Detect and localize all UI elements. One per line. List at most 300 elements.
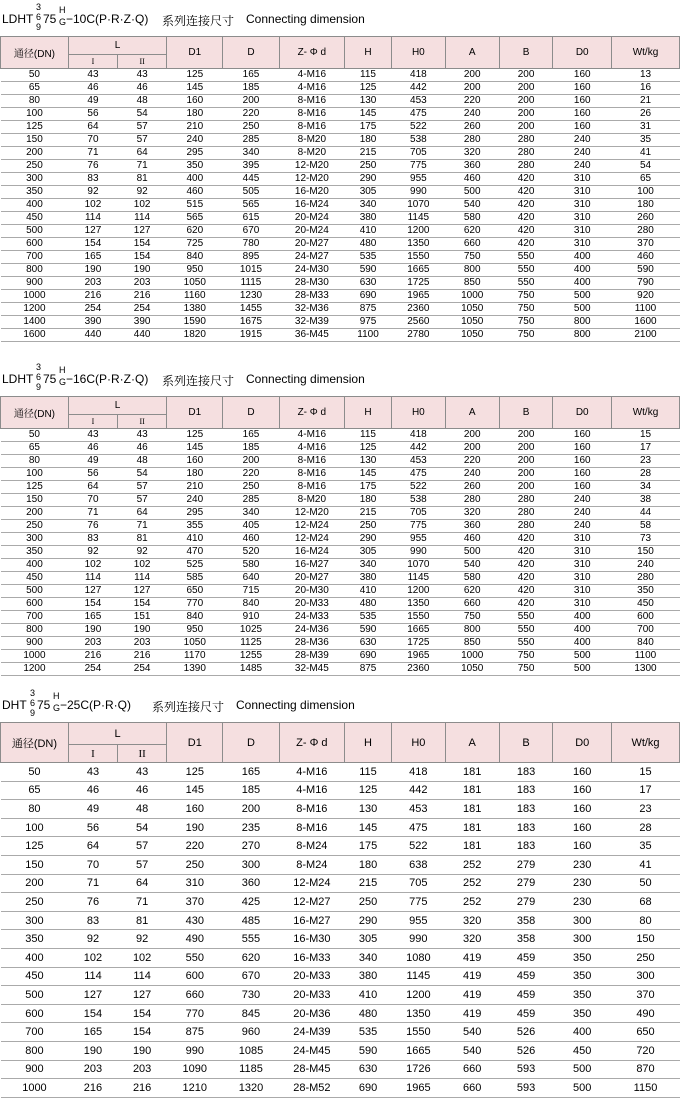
table-cell: 585 [167,571,223,584]
table-cell: 220 [167,837,223,856]
table-cell: 102 [68,948,117,967]
table-cell: 28-M39 [279,649,345,662]
table-cell: 1965 [391,1079,445,1098]
table-cell: 43 [118,68,167,81]
table-cell: 420 [499,211,553,224]
table-cell: 453 [391,94,445,107]
table-cell: 200 [499,94,553,107]
table-row [1,1041,680,1060]
table-cell: 150 [612,930,680,949]
table-cell: 31 [612,120,680,133]
table-cell: 220 [223,107,279,120]
table-cell: 310 [553,172,612,185]
table-cell: 440 [68,328,117,341]
table-cell: 180 [345,493,392,506]
table-cell: 1050 [167,636,223,649]
table-cell: 24-M30 [279,263,345,276]
table-cell: 790 [612,276,680,289]
table-cell: 350 [1,185,69,198]
table-cell: 183 [499,763,553,782]
table-cell: 310 [553,584,612,597]
table-row [1,493,680,506]
table-cell: 102 [68,558,117,571]
table-cell: 310 [553,571,612,584]
table-cell: 28-M45 [279,1060,345,1079]
table-row [1,911,680,930]
table-cell: 420 [499,237,553,250]
column-header: D0 [553,723,612,763]
table-cell: 800 [553,328,612,341]
table-cell: 800 [1,623,69,636]
table-cell: 24-M33 [279,610,345,623]
table-cell: 4-M16 [279,428,345,441]
table-row [1,224,680,237]
table-cell: 350 [1,545,69,558]
table-cell: 955 [391,172,445,185]
table-cell: 300 [223,855,279,874]
table-cell: 200 [445,68,499,81]
table-cell: 380 [345,571,392,584]
table-cell: 8-M20 [279,146,345,159]
table-row [1,441,680,454]
table-cell: 150 [1,855,69,874]
table-cell: 145 [345,107,392,120]
table-cell: 216 [68,649,117,662]
table-cell: 165 [223,68,279,81]
table-cell: 190 [118,263,167,276]
table-cell: 480 [345,597,392,610]
table-cell: 395 [223,159,279,172]
table-cell: 240 [167,493,223,506]
table-cell: 102 [118,948,167,967]
table-cell: 370 [612,237,680,250]
table-cell: 203 [68,636,117,649]
table-cell: 102 [118,558,167,571]
table-row [1,480,680,493]
table-cell: 190 [118,1041,167,1060]
table-cell: 690 [345,649,392,662]
table-cell: 500 [553,289,612,302]
table-cell: 1125 [223,636,279,649]
table-cell: 459 [499,1004,553,1023]
table-row [1,597,680,610]
table-cell: 400 [553,1023,612,1042]
table-row [1,986,680,1005]
table-cell: 593 [499,1079,553,1098]
table-cell: 160 [553,467,612,480]
table-cell: 16-M27 [279,911,345,930]
table-cell: 175 [345,837,392,856]
table-cell: 125 [167,68,223,81]
column-header: D [223,37,279,69]
column-header: H [345,723,392,763]
table-cell: 127 [68,584,117,597]
table-cell: 1350 [391,1004,445,1023]
table-cell: 183 [499,781,553,800]
table-cell: 960 [223,1023,279,1042]
table-row [1,837,680,856]
table-cell: 240 [553,519,612,532]
table-cell: 57 [118,837,167,856]
column-header: D1 [167,723,223,763]
table-cell: 252 [445,874,499,893]
table-cell: 1160 [167,289,223,302]
column-header: Wt/kg [612,723,680,763]
table-cell: 410 [345,224,392,237]
table-cell: 840 [167,610,223,623]
table-cell: 419 [445,948,499,967]
table-cell: 565 [223,198,279,211]
table-cell: 1090 [167,1060,223,1079]
column-header: H0 [391,397,445,429]
table-cell: 203 [118,1060,167,1079]
table-cell: 800 [445,263,499,276]
table-cell: 990 [391,185,445,198]
column-subheader: II [118,54,167,68]
table-cell: 183 [499,837,553,856]
table-cell: 12-M20 [279,159,345,172]
table-cell: 550 [499,263,553,276]
table-cell: 165 [223,428,279,441]
table-cell: 419 [445,1004,499,1023]
table-cell: 127 [118,584,167,597]
table-cell: 1550 [391,610,445,623]
table-cell: 840 [223,597,279,610]
table-cell: 310 [553,545,612,558]
table-cell: 750 [499,662,553,675]
table-cell: 1050 [445,315,499,328]
table-cell: 16-M33 [279,948,345,967]
table-cell: 1185 [223,1060,279,1079]
table-cell: 1915 [223,328,279,341]
table-cell: 17 [612,781,680,800]
table-cell: 28-M30 [279,276,345,289]
table-cell: 8-M16 [279,94,345,107]
table-row [1,1023,680,1042]
table-cell: 418 [391,763,445,782]
table-cell: 1600 [612,315,680,328]
table-row [1,198,680,211]
table-cell: 1820 [167,328,223,341]
table-row [1,172,680,185]
table-cell: 2100 [612,328,680,341]
table-cell: 73 [612,532,680,545]
table-cell: 450 [1,571,69,584]
table-cell: 2360 [391,302,445,315]
table-cell: 260 [445,120,499,133]
table-cell: 8-M20 [279,133,345,146]
table-cell: 800 [1,1041,69,1060]
table-cell: 280 [499,506,553,519]
table-cell: 360 [445,519,499,532]
table-cell: 1590 [167,315,223,328]
table-cell: 505 [223,185,279,198]
table-cell: 600 [612,610,680,623]
table-cell: 480 [345,1004,392,1023]
table-cell: 32-M36 [279,302,345,315]
table-cell: 290 [345,532,392,545]
table-cell: 20-M30 [279,584,345,597]
table-cell: 630 [345,276,392,289]
table-cell: 1025 [223,623,279,636]
table-cell: 620 [223,948,279,967]
table-row [1,855,680,874]
table-cell: 200 [499,81,553,94]
table-row [1,302,680,315]
table-cell: 200 [1,506,69,519]
table-row [1,1004,680,1023]
table-row [1,81,680,94]
table-cell: 350 [167,159,223,172]
table-cell: 500 [553,1060,612,1079]
table-cell: 160 [553,428,612,441]
table-cell: 41 [612,146,680,159]
table-cell: 305 [345,930,392,949]
table-cell: 590 [612,263,680,276]
table-cell: 250 [223,120,279,133]
table-cell: 185 [223,441,279,454]
table-cell: 420 [499,185,553,198]
table-cell: 57 [118,855,167,874]
table-cell: 125 [345,81,392,94]
table-cell: 750 [445,610,499,623]
table-cell: 660 [445,237,499,250]
table-cell: 300 [1,172,69,185]
table-cell: 240 [553,493,612,506]
table-cell: 254 [118,662,167,675]
table-cell: 450 [553,1041,612,1060]
table-cell: 240 [553,159,612,172]
table-cell: 220 [445,454,499,467]
table-cell: 420 [499,597,553,610]
table-cell: 145 [345,467,392,480]
table-cell: 8-M16 [279,120,345,133]
table-cell: 400 [553,250,612,263]
table-cell: 400 [1,198,69,211]
table-cell: 358 [499,930,553,949]
table-cell: 181 [445,837,499,856]
table-cell: 80 [1,94,69,107]
table-cell: 57 [118,480,167,493]
table-cell: 280 [499,133,553,146]
table-cell: 54 [612,159,680,172]
table-cell: 500 [553,649,612,662]
table-cell: 590 [345,623,392,636]
table-row [1,967,680,986]
table-cell: 750 [445,250,499,263]
table-row [1,506,680,519]
table-cell: 620 [445,224,499,237]
table-cell: 13 [612,68,680,81]
table-cell: 400 [553,610,612,623]
table-cell: 538 [391,493,445,506]
table-cell: 114 [118,967,167,986]
table-cell: 420 [499,224,553,237]
column-header: D1 [167,397,223,429]
table-cell: 175 [345,480,392,493]
table-cell: 459 [499,986,553,1005]
table-cell: 154 [118,1004,167,1023]
table-cell: 71 [118,519,167,532]
table-cell: 450 [612,597,680,610]
table-cell: 580 [223,558,279,571]
table-cell: 230 [553,855,612,874]
table-cell: 8-M16 [279,818,345,837]
table-cell: 300 [1,532,69,545]
table-cell: 260 [612,211,680,224]
table-row [1,662,680,675]
table-cell: 460 [445,532,499,545]
table-cell: 35 [612,837,680,856]
table-cell: 64 [118,506,167,519]
table-cell: 460 [223,532,279,545]
table-cell: 160 [553,781,612,800]
table-cell: 1050 [167,276,223,289]
table-cell: 8-M16 [279,480,345,493]
table-cell: 190 [68,623,117,636]
table-cell: 305 [345,185,392,198]
table-cell: 16-M24 [279,545,345,558]
table-cell: 76 [68,159,117,172]
table-cell: 24-M39 [279,1023,345,1042]
table-cell: 80 [612,911,680,930]
table-cell: 310 [553,198,612,211]
table-cell: 252 [445,855,499,874]
table-row [1,328,680,341]
table-cell: 190 [167,818,223,837]
table-row [1,636,680,649]
table-cell: 160 [553,107,612,120]
table-cell: 46 [68,81,117,94]
table-cell: 350 [1,930,69,949]
table-cell: 46 [118,781,167,800]
table-cell: 305 [345,545,392,558]
table-cell: 24-M27 [279,250,345,263]
table-cell: 1200 [391,224,445,237]
table-cell: 160 [553,454,612,467]
table-cell: 475 [391,818,445,837]
table-cell: 780 [223,237,279,250]
table-cell: 46 [118,441,167,454]
table-cell: 2360 [391,662,445,675]
table-cell: 64 [118,874,167,893]
table-cell: 154 [118,1023,167,1042]
table-cell: 295 [167,506,223,519]
table-cell: 250 [167,855,223,874]
table-cell: 180 [345,133,392,146]
table-cell: 43 [68,763,117,782]
column-subheader: I [68,745,117,763]
table-cell: 875 [167,1023,223,1042]
table-cell: 920 [612,289,680,302]
table-cell: 340 [345,558,392,571]
table-cell: 670 [223,224,279,237]
table-cell: 100 [1,818,69,837]
table-cell: 80 [1,800,69,819]
table-cell: 526 [499,1023,553,1042]
table-cell: 750 [499,315,553,328]
table-row [1,159,680,172]
table-cell: 640 [223,571,279,584]
table-cell: 28 [612,818,680,837]
table-cell: 690 [345,289,392,302]
table-cell: 4-M16 [279,781,345,800]
table-cell: 1200 [391,584,445,597]
table-row [1,558,680,571]
table-cell: 875 [345,302,392,315]
table-cell: 522 [391,120,445,133]
table-cell: 28-M36 [279,636,345,649]
table-cell: 500 [553,302,612,315]
table-cell: 216 [68,289,117,302]
table-cell: 180 [167,107,223,120]
column-header: B [499,397,553,429]
table-cell: 12-M24 [279,874,345,893]
table-row [1,763,680,782]
table-cell: 279 [499,874,553,893]
table-cell: 26 [612,107,680,120]
table-cell: 419 [445,986,499,1005]
table-cell: 522 [391,837,445,856]
table-cell: 32-M45 [279,662,345,675]
table-cell: 1255 [223,649,279,662]
table-cell: 71 [68,874,117,893]
table-cell: 310 [553,558,612,571]
table-cell: 390 [118,315,167,328]
table-cell: 538 [391,133,445,146]
table-cell: 1070 [391,198,445,211]
table-cell: 160 [167,454,223,467]
table-cell: 660 [445,597,499,610]
table-cell: 183 [499,818,553,837]
column-header: L [68,397,166,415]
column-subheader: I [68,414,117,428]
table-cell: 460 [612,250,680,263]
table-cell: 36-M45 [279,328,345,341]
table-cell: 285 [223,133,279,146]
table-cell: 550 [499,636,553,649]
table-cell: 181 [445,781,499,800]
table-cell: 750 [499,289,553,302]
table-cell: 100 [1,107,69,120]
table-cell: 215 [345,506,392,519]
table-cell: 76 [68,519,117,532]
table-cell: 200 [499,107,553,120]
table-cell: 16 [612,81,680,94]
table-cell: 310 [553,185,612,198]
table-cell: 1000 [445,649,499,662]
table-cell: 154 [118,250,167,263]
table-cell: 535 [345,1023,392,1042]
table-cell: 1965 [391,649,445,662]
table-cell: 23 [612,454,680,467]
table-cell: 12-M27 [279,893,345,912]
table-cell: 1965 [391,289,445,302]
table-cell: 200 [445,441,499,454]
table-cell: 38 [612,493,680,506]
table-cell: 720 [612,1041,680,1060]
table-cell: 115 [345,428,392,441]
table-cell: 71 [118,893,167,912]
table-cell: 35 [612,133,680,146]
table-cell: 650 [612,1023,680,1042]
table-cell: 280 [445,133,499,146]
table-cell: 355 [167,519,223,532]
table-cell: 160 [553,94,612,107]
table-cell: 955 [391,911,445,930]
table-cell: 100 [612,185,680,198]
table-cell: 1665 [391,623,445,636]
